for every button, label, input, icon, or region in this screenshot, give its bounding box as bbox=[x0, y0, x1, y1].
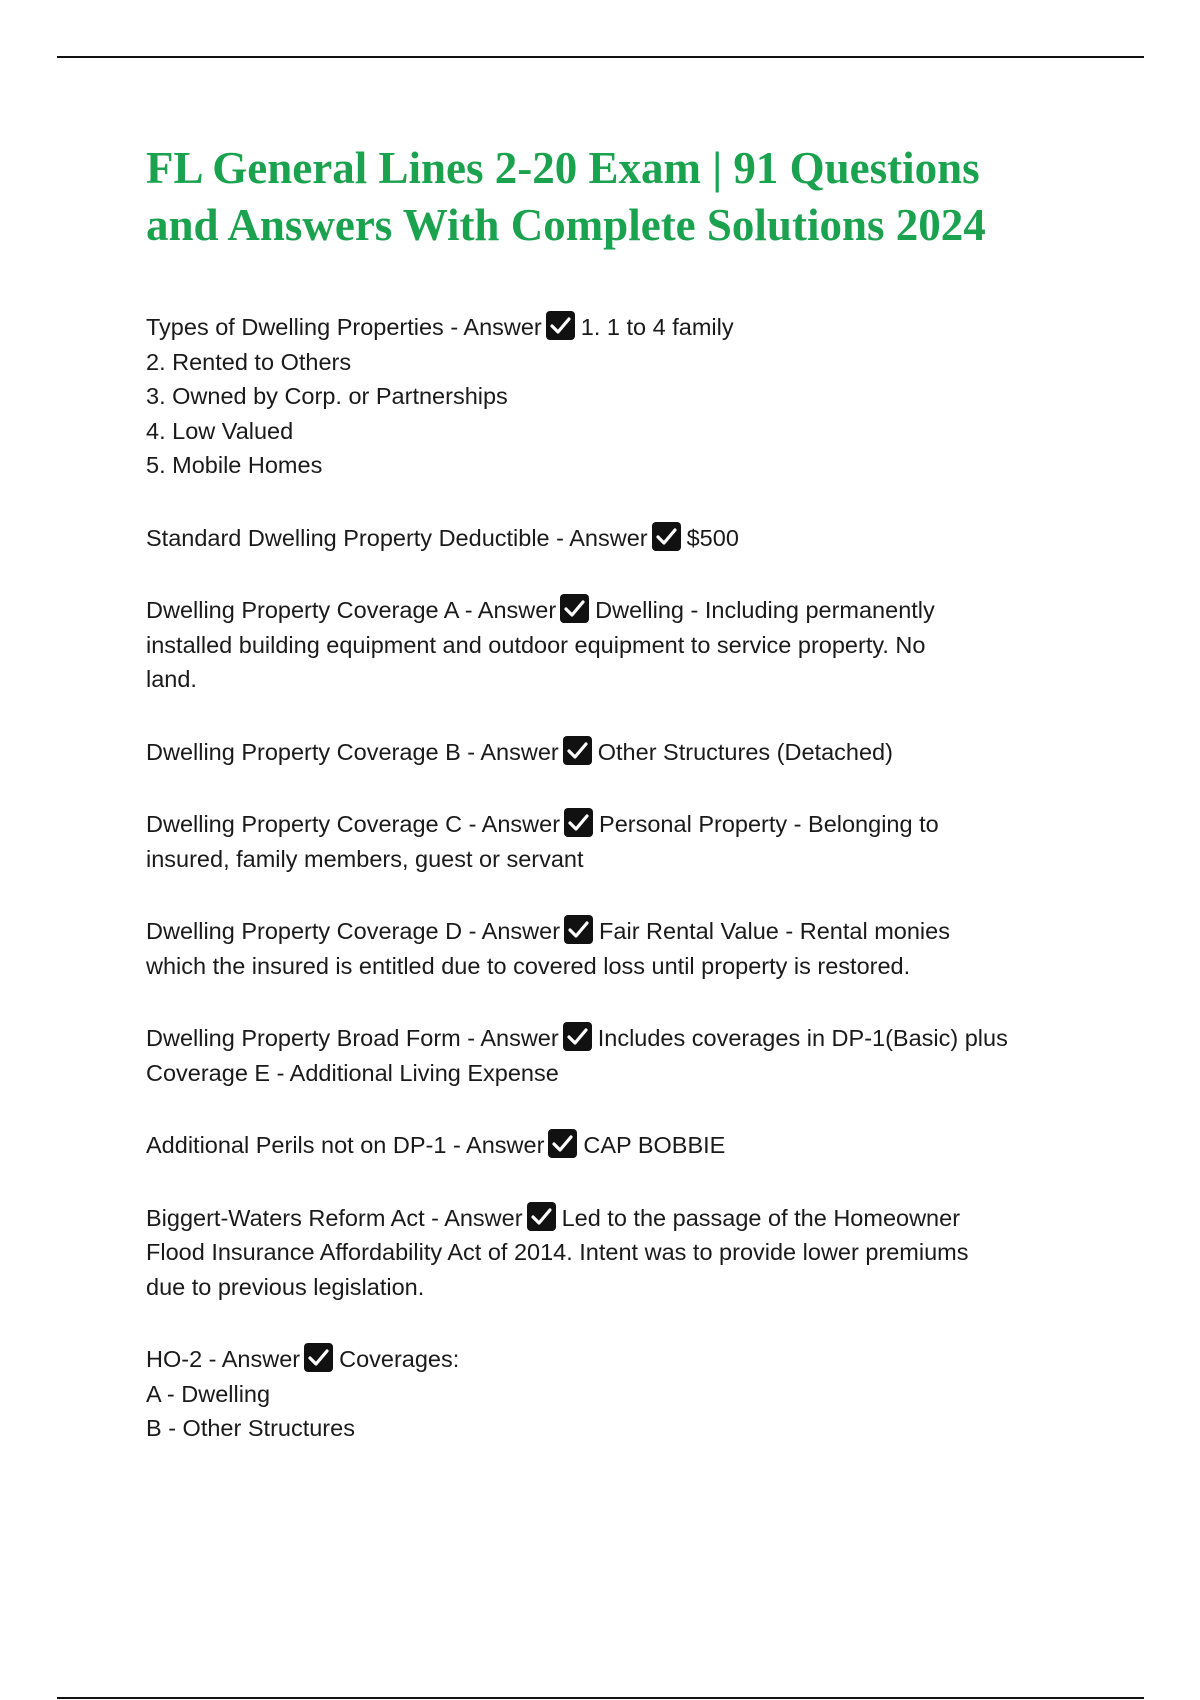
checkbox-checked-icon bbox=[560, 594, 589, 623]
qa-item bbox=[146, 1128, 1096, 1163]
checkbox-checked-icon bbox=[546, 311, 575, 340]
answer-continuation-line: B - Other Structures bbox=[146, 1415, 355, 1441]
qa-first-line bbox=[146, 914, 1096, 949]
answer-marker: Answer bbox=[481, 811, 561, 837]
answer-text: Other Structures (Detached) bbox=[597, 738, 893, 765]
qa-item bbox=[146, 735, 1096, 770]
qa-first-line bbox=[146, 1342, 1096, 1377]
question-text: Dwelling Property Broad Form - bbox=[146, 1025, 476, 1051]
qa-first-line bbox=[146, 1021, 1096, 1056]
qa-item bbox=[146, 807, 1096, 876]
question-text: HO-2 - bbox=[146, 1346, 217, 1372]
answer-continuation-line: which the insured is entitled due to covered loss until property is restored. bbox=[146, 952, 911, 979]
answer-marker: Answer bbox=[466, 1132, 545, 1158]
answer-marker: Answer bbox=[480, 738, 559, 765]
answer-marker: Answer bbox=[444, 1204, 523, 1231]
checkbox-checked-icon bbox=[563, 736, 592, 765]
answer-continuation-line: 5. Mobile Homes bbox=[146, 452, 323, 478]
question-text: Standard Dwelling Property Deductible - bbox=[146, 524, 564, 551]
qa-item bbox=[146, 1201, 1096, 1305]
answer-continuation-line: 2. Rented to Others bbox=[146, 348, 352, 375]
answer-continuation-line: due to previous legislation. bbox=[146, 1273, 425, 1300]
document-title-line-2: and Answers With Complete Solutions 2024 bbox=[146, 200, 986, 250]
qa-item bbox=[146, 521, 1096, 556]
qa-first-line bbox=[146, 1201, 1096, 1236]
question-text: Additional Perils not on DP-1 - bbox=[146, 1132, 461, 1158]
checkbox-checked-icon bbox=[548, 1129, 577, 1158]
question-text: Dwelling Property Coverage C - bbox=[146, 811, 477, 837]
document-title bbox=[146, 140, 1096, 254]
qa-item bbox=[146, 914, 1096, 983]
answer-text: Personal Property - Belonging to bbox=[599, 811, 939, 837]
answer-continuation-line: Coverage E - Additional Living Expense bbox=[146, 1059, 559, 1086]
question-text: Biggert-Waters Reform Act - bbox=[146, 1204, 439, 1231]
answer-text: CAP BOBBIE bbox=[583, 1132, 726, 1158]
document-body bbox=[146, 140, 1096, 1484]
top-rule bbox=[57, 56, 1144, 58]
qa-item bbox=[146, 310, 1096, 483]
checkbox-checked-icon bbox=[564, 915, 593, 944]
answer-text: Coverages: bbox=[339, 1346, 460, 1372]
answer-marker: Answer bbox=[221, 1346, 301, 1372]
question-text: Dwelling Property Coverage B - bbox=[146, 738, 476, 765]
qa-item bbox=[146, 593, 1096, 697]
answer-text: Dwelling - Including permanently bbox=[595, 597, 935, 623]
question-text: Dwelling Property Coverage A - bbox=[146, 597, 473, 623]
answer-marker: Answer bbox=[477, 597, 557, 623]
checkbox-checked-icon bbox=[652, 522, 681, 551]
answer-text: Includes coverages in DP-1(Basic) plus bbox=[597, 1025, 1008, 1051]
question-text: Dwelling Property Coverage D - bbox=[146, 918, 477, 944]
answer-continuation-line: insured, family members, guest or servant bbox=[146, 845, 584, 872]
qa-list bbox=[146, 310, 1096, 1446]
qa-first-line bbox=[146, 521, 1096, 556]
answer-continuation-line: Flood Insurance Affordability Act of 2014. Intent was to provide lower premiums bbox=[146, 1239, 969, 1265]
answer-continuation-line: installed building equipment and outdoor equipment to service property. No bbox=[146, 631, 926, 658]
question-text: Types of Dwelling Properties - bbox=[146, 314, 459, 340]
qa-item bbox=[146, 1021, 1096, 1090]
answer-text: $500 bbox=[686, 524, 739, 551]
checkbox-checked-icon bbox=[563, 1022, 592, 1051]
answer-continuation-line: 4. Low Valued bbox=[146, 417, 294, 444]
bottom-rule bbox=[57, 1697, 1144, 1699]
answer-marker: Answer bbox=[463, 314, 542, 340]
qa-first-line bbox=[146, 1128, 1096, 1163]
qa-first-line bbox=[146, 593, 1096, 628]
qa-first-line bbox=[146, 310, 1096, 345]
answer-text: Fair Rental Value - Rental monies bbox=[599, 918, 950, 944]
document-title-line-1: FL General Lines 2-20 Exam | 91 Questions bbox=[146, 143, 980, 193]
checkbox-checked-icon bbox=[527, 1202, 556, 1231]
answer-continuation-line: 3. Owned by Corp. or Partnerships bbox=[146, 383, 508, 409]
checkbox-checked-icon bbox=[304, 1343, 333, 1372]
qa-first-line bbox=[146, 735, 1096, 770]
answer-continuation-line: land. bbox=[146, 666, 197, 692]
answer-marker: Answer bbox=[569, 524, 648, 551]
checkbox-checked-icon bbox=[564, 808, 593, 837]
answer-marker: Answer bbox=[481, 918, 561, 944]
answer-text: Led to the passage of the Homeowner bbox=[561, 1204, 961, 1231]
qa-first-line bbox=[146, 807, 1096, 842]
answer-continuation-line: A - Dwelling bbox=[146, 1380, 271, 1407]
answer-marker: Answer bbox=[480, 1025, 559, 1051]
answer-text: 1. 1 to 4 family bbox=[580, 314, 734, 340]
qa-item bbox=[146, 1342, 1096, 1446]
